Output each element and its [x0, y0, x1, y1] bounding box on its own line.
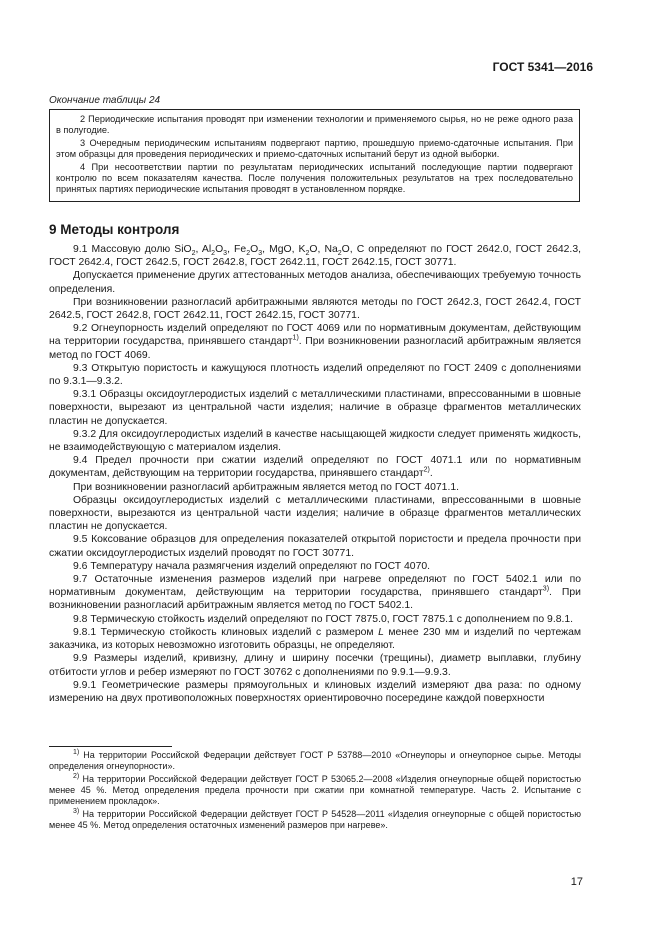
- document-id-header: ГОСТ 5341—2016: [492, 60, 593, 74]
- footnote-1: $^{1)}$ На территории Российской Федерации действует ГОСТ Р 53788—2010 «Огнеупоры и огнеупорное сырье. Методы определения огнеупорности».: [49, 749, 581, 771]
- footnotes: [49, 750, 581, 833]
- paragraph-9-3-2: 9.3.2 Для оксидоуглеродистых изделий в качестве насыщающей жидкости следует применять жидкость, не взаимодействующую с материалом изделия.: [49, 428, 581, 454]
- paragraph-9-8: 9.8 Термическую стойкость изделий определяют по ГОСТ 7875.0, ГОСТ 7875.1 с дополнением по 9.8.1.: [73, 613, 574, 625]
- paragraph-9-4: 9.4 Предел прочности при сжатии изделий определяют по ГОСТ 4071.1 или по нормативным документам, действующим на территории государства, принявшего стандарт$^{2)}$.: [49, 455, 581, 480]
- table-continuation-caption: Окончание таблицы 24: [49, 95, 161, 106]
- footnote-ref-1: 1): [292, 334, 299, 342]
- paragraph-9-3-1: 9.3.1 Образцы оксидоуглеродистых изделий с металлическими пластинами, впрессованными в шовные поверхности, вырезают из центральной части изделия; наличие в образце фрагментов металлических пластин не допускается.: [49, 389, 581, 427]
- footnote-ref-2: 2): [423, 466, 430, 474]
- footnote-ref-3: 3): [542, 585, 550, 593]
- paragraph-9-8-1: 9.8.1 Термическую стойкость клиновых изделий с размером L менее 230 мм и изделий по чертежам заказчика, из которых невозможно изготовить образцы, не определяют.: [49, 626, 581, 652]
- paragraph-arbitration-2: При возникновении разногласий арбитражным является метод по ГОСТ 4071.1.: [73, 481, 459, 493]
- paragraph-9-2: 9.2 Огнеупорность изделий определяют по ГОСТ 4069 или по нормативным документам, действующим на территории государства, принявшего стандарт$^{1)}$. При возникновении разногласий арбитражным является метод по ГОСТ 4069.: [49, 323, 581, 361]
- section-body: [49, 243, 581, 705]
- paragraph-9-5: 9.5 Коксование образцов для определения показателей открытой пористости и предела прочности при сжатии оксидоуглеродистых изделий проводят по ГОСТ 30771.: [49, 534, 581, 559]
- section-title: 9 Методы контроля: [49, 222, 180, 237]
- paragraph-9-9-1: 9.9.1 Геометрические размеры прямоугольных и клиновых изделий измеряют два раза: по одному измерению на двух противоположных поверхностях ориентировочно посередине каждой поверхности: [49, 679, 581, 704]
- footnote-2: $^{2)}$ На территории Российской Федерации действует ГОСТ Р 53065.2—2008 «Изделия огнеупорные общей пористостью менее 45 %. Метод определения предела прочности при сжатии при комнатной температуре. Часть 2. Испытание с применением прокладок».: [49, 773, 581, 806]
- paragraph-9-9: 9.9 Размеры изделий, кривизну, длину и ширину посечки (трещины), диаметр выплавки, глубину отбитости углов и ребер измеряют по ГОСТ 30762 с дополнениями по 9.9.1—9.9.3.: [49, 653, 581, 678]
- paragraph-oxide-samples: Образцы оксидоуглеродистых изделий с металлическими пластинами, впрессованными в шовные поверхности, вырезаются из центральной части изделия; наличие в образце фрагментов металлических пластин не допускается.: [49, 494, 581, 533]
- page-number: 17: [570, 876, 583, 888]
- paragraph-9-3: 9.3 Открытую пористость и кажущуюся плотность изделий определяют по ГОСТ 2409 с дополнениями по 9.3.1—9.3.2.: [49, 362, 581, 388]
- paragraph-9-7: 9.7 Остаточные изменения размеров изделий при нагреве определяют по ГОСТ 5402.1 или по нормативным документам, действующим на территории государства, принявшего стандарт$^{3)}$. При возникновении разногласий арбитражным является метод по ГОСТ 5402.1.: [49, 574, 581, 612]
- footnote-3: $^{3)}$ На территории Российской Федерации действует ГОСТ Р 54528—2011 «Изделия огнеупорные с общей пористостью менее 45 %. Метод определения остаточных изменений размеров при нагреве».: [49, 808, 581, 830]
- table-note-2: 2 Периодические испытания проводят при изменении технологии и применяемого сырья, но не реже одного раза в полугодие.: [56, 114, 573, 135]
- paragraph-allow: Допускается применение других аттестованных методов анализа, обеспечивающих требуемую точность определения.: [49, 270, 581, 295]
- paragraph-arbitration-1: При возникновении разногласий арбитражными являются методы по ГОСТ 2642.3, ГОСТ 2642.4, ГОСТ 2642.5, ГОСТ 2642.8, ГОСТ 2642.11, ГОСТ 2642.15, ГОСТ 30771.: [49, 296, 581, 322]
- paragraph-9-6: 9.6 Температуру начала размягчения изделий определяют по ГОСТ 4070.: [73, 560, 431, 572]
- footnote-separator: [49, 746, 172, 747]
- paragraph-9-1: 9.1 Массовую долю SiO$_2$, $Al_2O_3$, $Fe_2O_3$, MgO, $K_2O$, $Na_2O$, С определяют по ГОСТ 2642.0, ГОСТ 2642.3, ГОСТ 2642.4, ГОСТ 2642.5, ГОСТ 2642.8, ГОСТ 2642.11, ГОСТ 2642.15, ГОСТ 30771.: [49, 244, 581, 269]
- table-notes-box: [49, 109, 580, 202]
- table-note-3: 3 Очередным периодическим испытаниям подвергают партию, прошедшую приемо-сдаточные испытания. При этом образцы для проведения периодических и приемо-сдаточных испытаний берут из одной выборки.: [56, 138, 573, 159]
- table-note-4: 4 При несоответствии партии по результатам периодических испытаний последующие партии подвергают контролю по всем показателям качества. После получения положительных результатов на трех последовательно принятых партиях периодические испытания проводят в установленном порядке.: [56, 162, 573, 194]
